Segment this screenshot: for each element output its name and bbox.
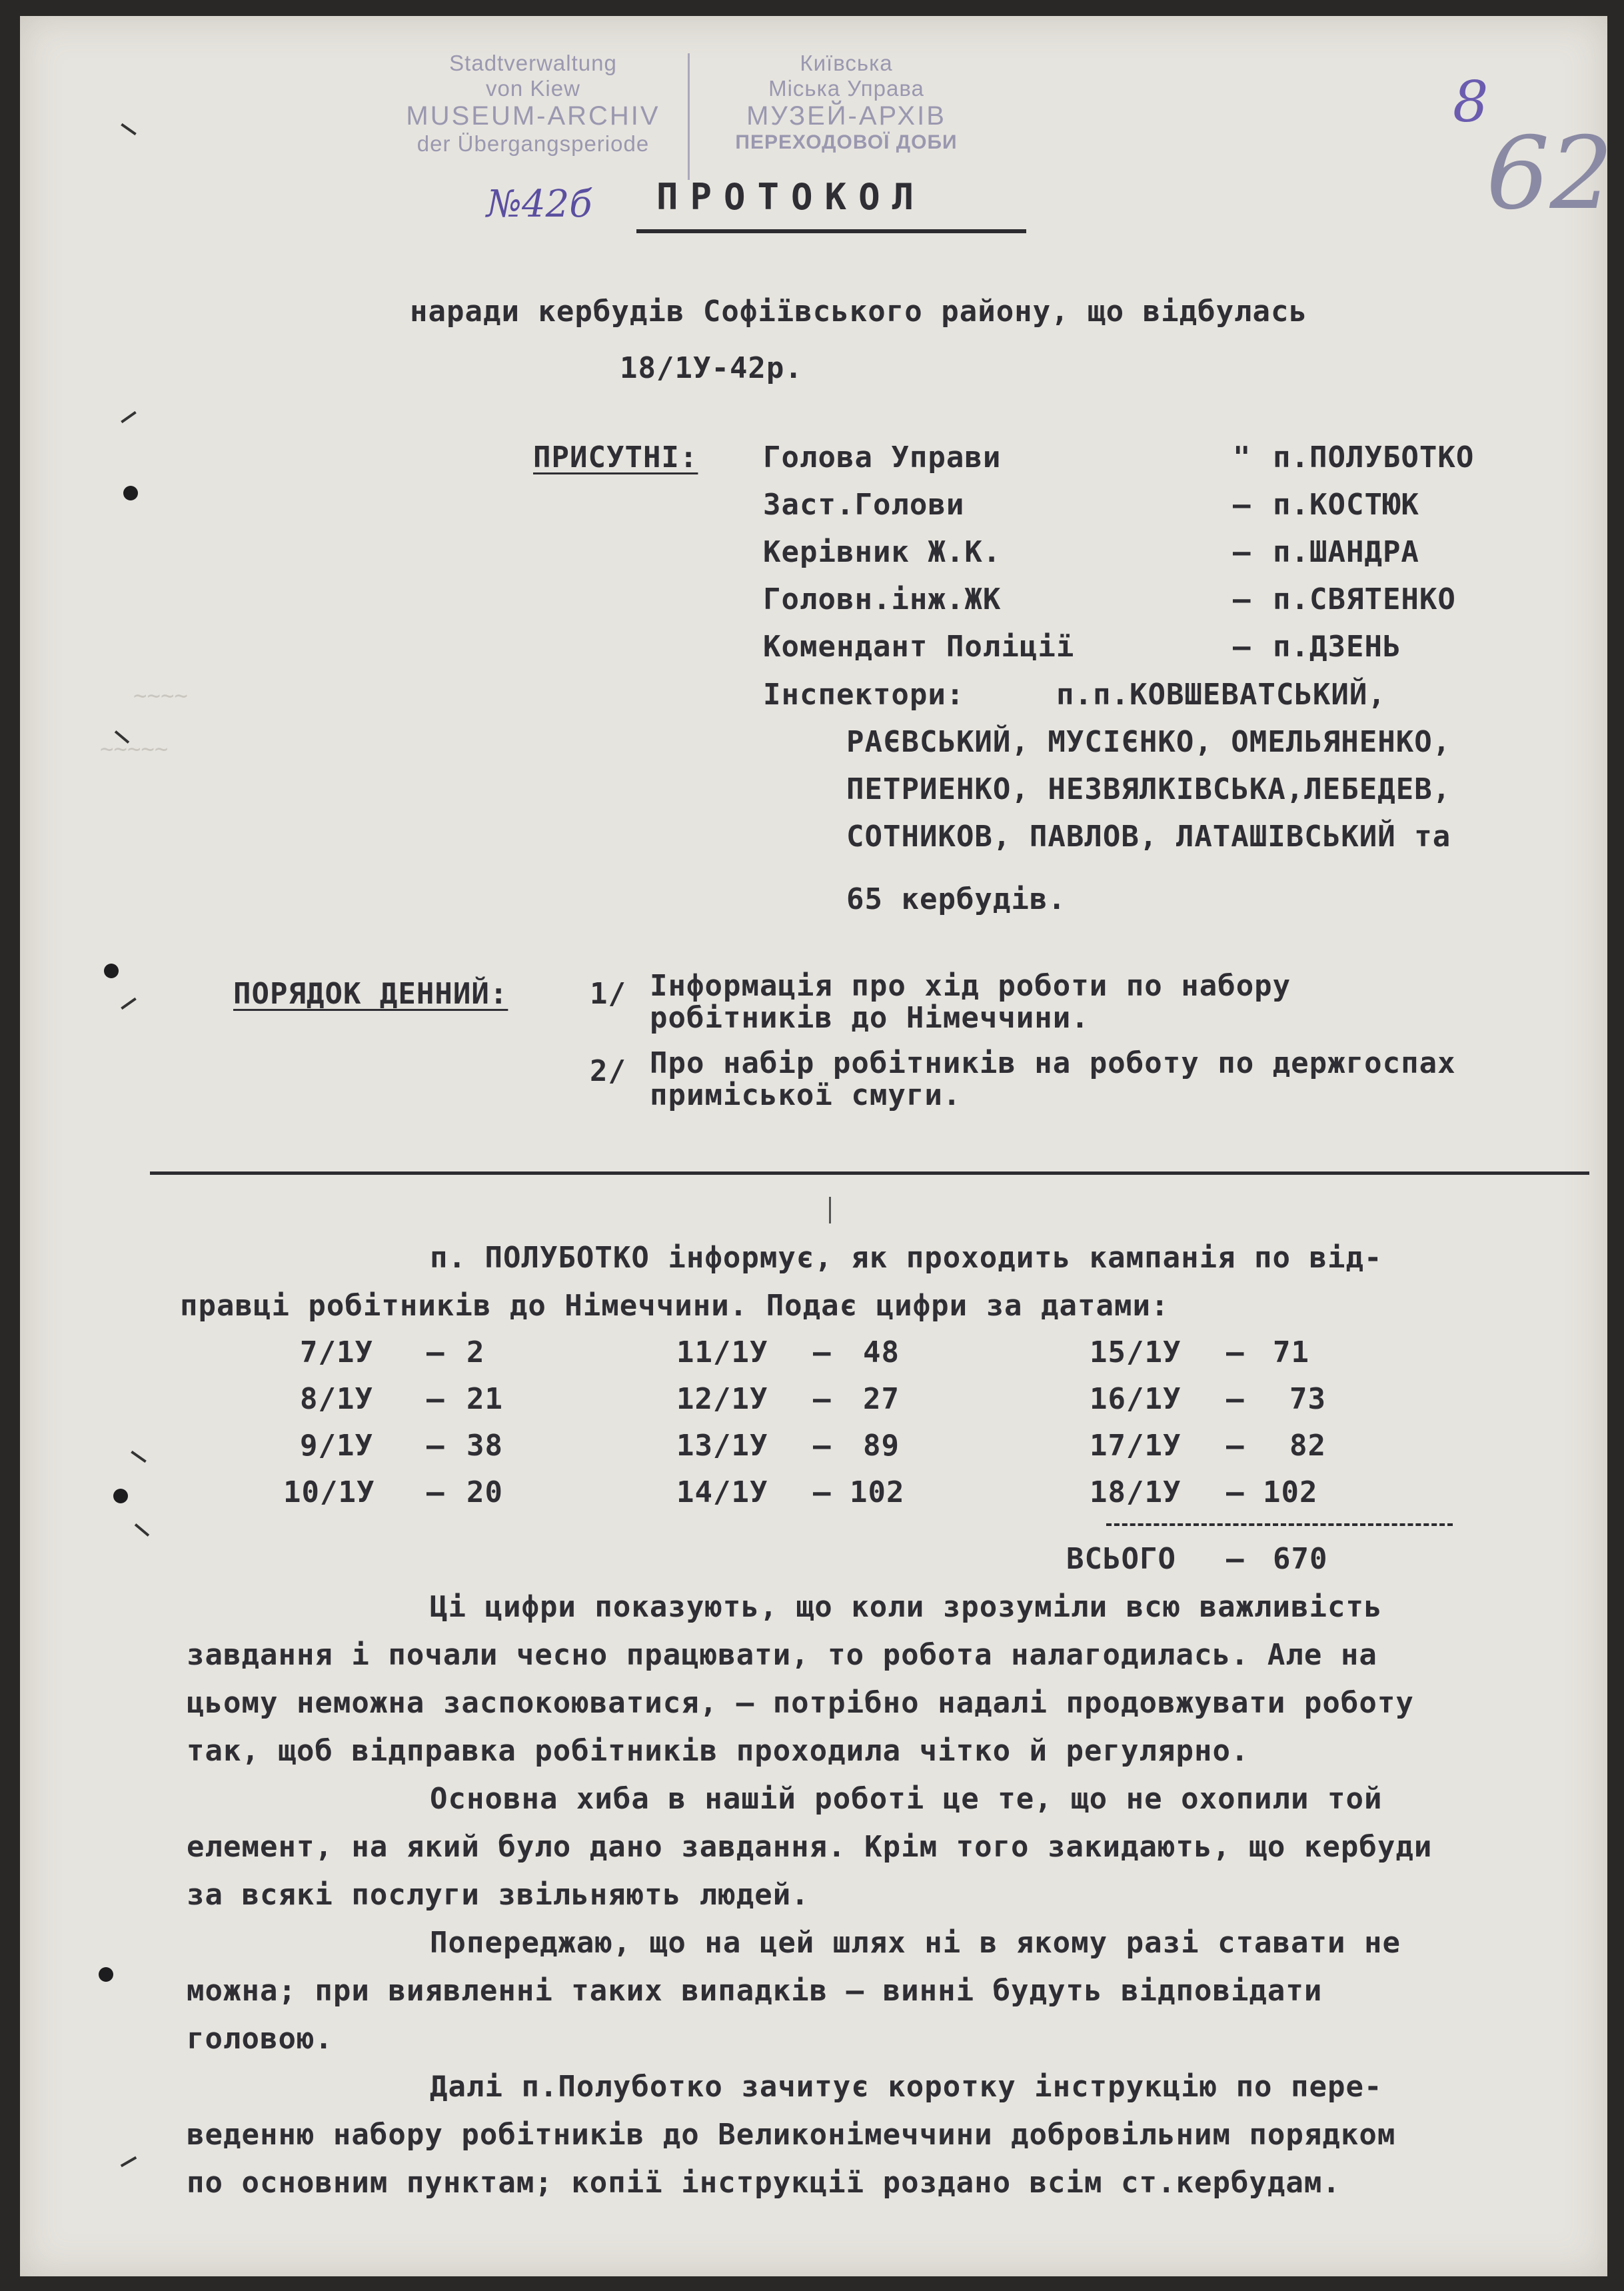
handwritten-doc-number: №42б (486, 183, 592, 226)
margin-tick (121, 411, 137, 423)
stamp-line: Київська (800, 51, 893, 75)
stat-date: 10/1У (283, 1475, 375, 1509)
stat-count: 21 (466, 1382, 503, 1416)
stat-separator: – (426, 1429, 445, 1463)
document-title: ПРОТОКОЛ (656, 176, 926, 218)
margin-tick (135, 1523, 149, 1537)
inspectors-line: ПЕТРИЕНКО, НЕЗВЯЛКІВСЬКА,ЛЕБЕДЕВ, (846, 772, 1451, 806)
official-role: Керівник Ж.К. (763, 535, 1002, 569)
inspectors-line: п.п.КОВШЕВАТСЬКИЙ, (1056, 678, 1386, 712)
inspectors-line: СОТНИКОВ, ПАВЛОВ, ЛАТАШІВСЬКИЙ та (846, 820, 1451, 854)
fold-mark (829, 1197, 831, 1223)
stat-count: 2 (466, 1335, 485, 1369)
official-role: Головн.інж.ЖК (763, 582, 1002, 616)
stamp-divider (688, 53, 690, 180)
official-name: п.КОСТЮК (1273, 488, 1419, 522)
official-role: Голова Управи (763, 440, 1002, 474)
punch-hole (99, 1967, 113, 1982)
stat-date: 9/1У (300, 1429, 373, 1463)
official-role: Заст.Голови (763, 488, 965, 522)
agenda-item-text: Інформація про хід роботи по набору (650, 969, 1291, 1003)
agenda-item-text: приміської смуги. (650, 1078, 962, 1112)
stat-date: 15/1У (1090, 1335, 1182, 1369)
inspectors-line: 65 кербудів. (846, 882, 1066, 916)
official-dash: – (1233, 630, 1251, 664)
body-line: Ці цифри показують, що коли зрозуміли всю важливість (430, 1590, 1383, 1624)
stamp-line: Міська Управа (768, 76, 924, 101)
stat-count: 89 (863, 1429, 900, 1463)
stamp-line: der Übergangsperiode (416, 131, 650, 156)
total-label: ВСЬОГО (1066, 1542, 1176, 1576)
stamp-line: MUSEUM-ARCHIV (406, 101, 660, 131)
stamp-line: Stadtverwaltung (449, 51, 617, 75)
official-name: п.ПОЛУБОТКО (1273, 440, 1475, 474)
stat-separator: – (1226, 1382, 1245, 1416)
body-line: Основна хиба в нашій роботі це те, що не охопили той (430, 1782, 1383, 1816)
official-dash: – (1233, 535, 1251, 569)
handwritten-folio-large: 62 (1486, 116, 1613, 232)
stat-date: 13/1У (676, 1429, 768, 1463)
report-intro: правці робітників до Німеччини. Подає цифри за датами: (180, 1289, 1170, 1323)
body-line: так, щоб відправка робітників проходила чітко й регулярно. (187, 1734, 1249, 1768)
punch-hole (104, 964, 119, 978)
attendees-label: ПРИСУТНІ: (533, 440, 698, 474)
inspectors-label: Інспектори: (763, 678, 965, 712)
margin-tick (131, 1451, 147, 1463)
margin-tick (121, 998, 137, 1010)
official-dash: " (1233, 440, 1251, 474)
report-intro: п. ПОЛУБОТКО інформує, як проходить кампанія по від- (430, 1241, 1383, 1275)
stat-date: 11/1У (676, 1335, 768, 1369)
stat-separator: – (813, 1429, 832, 1463)
stat-date: 14/1У (676, 1475, 768, 1509)
stat-separator: – (813, 1475, 832, 1509)
stamp-line: von Kiew (486, 76, 580, 101)
stat-count: 71 (1273, 1335, 1309, 1369)
stamp-line: МУЗЕЙ-АРХІВ (746, 101, 946, 131)
bleed-through-mark: ~~~~~ (100, 736, 169, 762)
bleed-through-mark: ~~~~ (133, 682, 188, 709)
stamp-line: ПЕРЕХОДОВОЇ ДОБИ (735, 131, 958, 153)
stat-separator: – (426, 1475, 445, 1509)
official-name: п.СВЯТЕНКО (1273, 582, 1456, 616)
document-subtitle: наради кербудів Софіївського району, що відбулась (410, 295, 1308, 329)
handwritten-folio-small: 8 (1453, 69, 1489, 135)
official-dash: – (1233, 488, 1251, 522)
official-dash: – (1233, 582, 1251, 616)
agenda-item-text: Про набір робітників на роботу по держгоспах (650, 1046, 1456, 1080)
body-line: можна; при виявленні таких випадків – винні будуть відповідати (187, 1974, 1323, 2008)
stat-count: 20 (466, 1475, 503, 1509)
body-line: по основним пунктам; копії інструкції роздано всім ст.кербудам. (187, 2166, 1341, 2200)
stat-separator: – (426, 1382, 445, 1416)
total-value: 670 (1273, 1542, 1328, 1576)
body-line: веденню набору робітників до Великонімеччини добровільним порядком (187, 2118, 1396, 2152)
body-line: Попереджаю, що на цей шлях ні в якому разі ставати не (430, 1926, 1401, 1960)
stat-count: 27 (863, 1382, 900, 1416)
stat-separator: – (1226, 1475, 1245, 1509)
stat-date: 12/1У (676, 1382, 768, 1416)
document-page (20, 16, 1613, 2276)
stat-count: 102 (1263, 1475, 1318, 1509)
stat-date: 17/1У (1090, 1429, 1182, 1463)
margin-tick (121, 2156, 137, 2167)
punch-hole (113, 1489, 128, 1503)
agenda-item-number: 2/ (590, 1054, 626, 1088)
stat-count: 82 (1289, 1429, 1326, 1463)
body-line: елемент, на який було дано завдання. Крім того закидають, що кербуди (187, 1830, 1433, 1864)
stat-separator: – (1226, 1429, 1245, 1463)
inspectors-line: РАЄВСЬКИЙ, МУСІЄНКО, ОМЕЛЬЯНЕНКО, (846, 725, 1451, 759)
sum-line (1106, 1523, 1453, 1526)
punch-hole (123, 486, 138, 500)
stat-count: 102 (850, 1475, 905, 1509)
stat-date: 18/1У (1090, 1475, 1182, 1509)
agenda-label: ПОРЯДОК ДЕННИЙ: (233, 977, 508, 1011)
body-line: завдання і почали чесно працювати, то робота налагодилась. Але на (187, 1638, 1377, 1672)
body-line: головою. (187, 2022, 333, 2056)
stat-date: 8/1У (300, 1382, 373, 1416)
body-line: Далі п.Полуботко зачитує коротку інструкцію по пере- (430, 2070, 1383, 2104)
stat-count: 38 (466, 1429, 503, 1463)
body-line: за всякі послуги звільняють людей. (187, 1878, 810, 1912)
body-line: цьому неможна заспокоюватися, – потрібно надалі продовжувати роботу (187, 1686, 1414, 1720)
stat-count: 48 (863, 1335, 900, 1369)
archive-stamp-german (380, 51, 686, 157)
archive-stamp-ukrainian (693, 51, 1000, 154)
agenda-item-number: 1/ (590, 977, 626, 1011)
section-separator (150, 1171, 1589, 1175)
margin-tick (121, 123, 137, 135)
stat-separator: – (813, 1335, 832, 1369)
meeting-date: 18/1У-42р. (620, 351, 803, 385)
official-role: Комендант Поліції (763, 630, 1075, 664)
stat-date: 7/1У (300, 1335, 373, 1369)
stat-separator: – (813, 1382, 832, 1416)
stat-separator: – (1226, 1335, 1245, 1369)
stat-date: 16/1У (1090, 1382, 1182, 1416)
total-separator: – (1226, 1542, 1245, 1576)
stat-separator: – (426, 1335, 445, 1369)
official-name: п.ДЗЕНЬ (1273, 630, 1401, 664)
agenda-item-text: робітників до Німеччини. (650, 1001, 1090, 1035)
official-name: п.ШАНДРА (1273, 535, 1419, 569)
stat-count: 73 (1289, 1382, 1326, 1416)
title-underline (636, 229, 1026, 233)
